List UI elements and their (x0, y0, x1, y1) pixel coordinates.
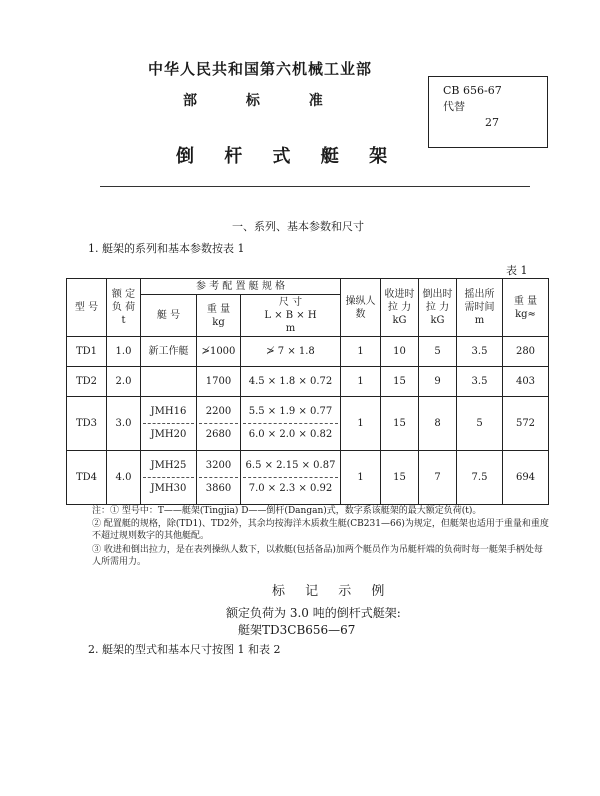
marking-title: 标 记 示 例 (272, 584, 393, 599)
table-header-row (67, 279, 549, 295)
header-boat-weight-label: 重 量 (206, 303, 231, 315)
cell-model: TD4 (67, 451, 107, 505)
note-3: ③ 收进和倒出拉力，是在表列操纵人数下，以救艇(包括备品)加两个艇员作为吊艇杆端的负荷时每一艇架手柄处每人所需用力。 (92, 545, 543, 567)
header-rated-load-unit: t (121, 315, 126, 326)
cell-boat-model (141, 397, 197, 451)
header-boat-weight-unit: kg (212, 316, 225, 328)
cell-time: 3.5 (457, 337, 503, 367)
cell-time: 7.5 (457, 451, 503, 505)
standard-number: CB 656-67 (443, 84, 502, 97)
header-boat-dims (241, 295, 341, 337)
cell-mass: 694 (503, 451, 549, 505)
header-divider (100, 186, 530, 187)
cell-boat-model (141, 367, 197, 397)
cell-mass: 280 (503, 337, 549, 367)
boat-model-b: JMH20 (150, 429, 187, 440)
boat-dims-b: 7.0 × 2.3 × 0.92 (248, 483, 333, 494)
cell-load: 3.0 (107, 397, 141, 451)
cell-lower: 5 (419, 337, 457, 367)
header-operators: 操纵人数 (341, 279, 381, 337)
header-lower-time (457, 279, 503, 337)
table-row (67, 397, 549, 451)
cell-operators: 1 (341, 397, 381, 451)
header-mass-label: 重 量 (513, 295, 538, 307)
cell-model: TD3 (67, 397, 107, 451)
cell-load: 2.0 (107, 367, 141, 397)
boat-dims-b: 6.0 × 2.0 × 0.82 (248, 429, 333, 440)
header-lower-force-unit: kG (430, 315, 445, 326)
note-1: 注：① 型号中：T——艇架(Tingjia) D——倒杆(Dangan)式，数字系该艇架的最大额定负荷(t)。 (92, 506, 482, 516)
header-lower-time-label: 摇出所 需时间 (464, 289, 495, 313)
header-hoist-force (381, 279, 419, 337)
header-hoist-force-unit: kG (392, 315, 407, 326)
cell-model: TD1 (67, 337, 107, 367)
cell-boat-dims: ≯ 7 × 1.8 (241, 337, 341, 367)
cell-hoist: 15 (381, 367, 419, 397)
cell-load: 4.0 (107, 451, 141, 505)
header-boat-weight (197, 295, 241, 337)
table-row (67, 337, 549, 367)
note-2: ② 配置艇的规格，除(TD1)、TD2外，其余均按海洋木质救生艇(CB231—66)为规定，但艇架也适用于重量和重度不超过规则数字的其他艇配。 (92, 519, 549, 541)
ministry-name: 中华人民共和国第六机械工业部 (148, 60, 373, 78)
replaces-label: 代替 (443, 100, 465, 113)
cell-boat-dims: 4.5 × 1.8 × 0.72 (241, 367, 341, 397)
header-ref-boat: 参 考 配 置 艇 规 格 (141, 279, 341, 295)
cell-boat-model: 新工作艇 (141, 337, 197, 367)
spec-table (66, 278, 549, 505)
marking-example-code: 艇架TD3CB656—67 (238, 623, 356, 637)
header-lower-time-unit: m (474, 315, 485, 326)
cell-time: 5 (457, 397, 503, 451)
header-lower-force-label: 倒出时 拉 力 (422, 289, 453, 313)
header-boat-dims-label: 尺 寸 (278, 297, 303, 308)
boat-weight-a: 2200 (199, 401, 238, 424)
header-rated-load-label: 额 定 负 荷 (111, 289, 136, 313)
cell-time: 3.5 (457, 367, 503, 397)
cell-model: TD2 (67, 367, 107, 397)
section-title: 一、系列、基本参数和尺寸 (232, 220, 364, 233)
boat-weight-b: 2680 (205, 429, 232, 440)
cell-mass: 403 (503, 367, 549, 397)
table-row (67, 451, 549, 505)
standard-level: 部 标 准 (183, 93, 325, 109)
header-boat-dims-formula: L × B × H (264, 310, 317, 321)
header-boat-model: 艇 号 (141, 295, 197, 337)
header-mass-unit: kg≈ (515, 308, 536, 320)
cell-boat-weight (197, 451, 241, 505)
replaces-number: 27 (485, 116, 499, 129)
boat-dims-a: 6.5 × 2.15 × 0.87 (243, 455, 338, 478)
document-title: 倒 杆 式 艇 架 (176, 146, 400, 167)
cell-boat-model (141, 451, 197, 505)
table-row (67, 367, 549, 397)
cell-hoist: 15 (381, 451, 419, 505)
standard-number-box (428, 76, 548, 148)
boat-model-a: JMH16 (143, 401, 194, 424)
cell-load: 1.0 (107, 337, 141, 367)
header-boat-dims-unit: m (285, 323, 296, 334)
header-lower-force (419, 279, 457, 337)
cell-boat-weight: 1700 (197, 367, 241, 397)
cell-boat-dims (241, 451, 341, 505)
cell-mass: 572 (503, 397, 549, 451)
cell-lower: 9 (419, 367, 457, 397)
cell-lower: 8 (419, 397, 457, 451)
header-model: 型 号 (67, 279, 107, 337)
header-mass (503, 279, 549, 337)
cell-boat-dims (241, 397, 341, 451)
header-rated-load (107, 279, 141, 337)
cell-hoist: 15 (381, 397, 419, 451)
header-hoist-force-label: 收进时 拉 力 (384, 289, 415, 313)
cell-operators: 1 (341, 367, 381, 397)
table-label: 表 1 (506, 264, 528, 277)
cell-boat-weight: ≯1000 (197, 337, 241, 367)
paragraph-2: 2. 艇架的型式和基本尺寸按图 1 和表 2 (88, 643, 281, 656)
cell-hoist: 10 (381, 337, 419, 367)
cell-boat-weight (197, 397, 241, 451)
paragraph-1: 1. 艇架的系列和基本参数按表 1 (88, 242, 245, 255)
cell-lower: 7 (419, 451, 457, 505)
cell-operators: 1 (341, 337, 381, 367)
boat-dims-a: 5.5 × 1.9 × 0.77 (243, 401, 338, 424)
cell-operators: 1 (341, 451, 381, 505)
marking-example-desc: 额定负荷为 3.0 吨的倒杆式艇架: (226, 606, 401, 620)
boat-weight-a: 3200 (199, 455, 238, 478)
boat-model-a: JMH25 (143, 455, 194, 478)
boat-weight-b: 3860 (205, 483, 232, 494)
boat-model-b: JMH30 (150, 483, 187, 494)
